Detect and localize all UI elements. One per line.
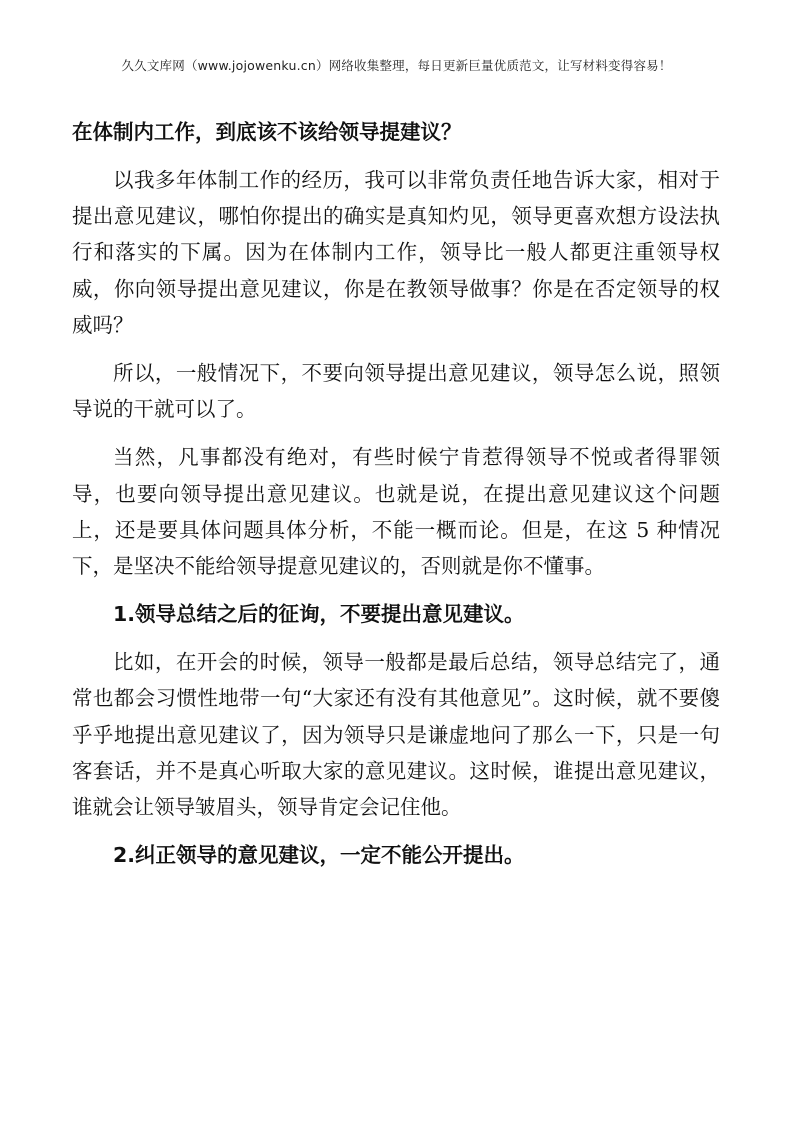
article-body (72, 114, 720, 885)
page-header: 久久文库网（www.jojowenku.cn）网络收集整理，每日更新巨量优质范文，让写材料变得容易！ (121, 58, 672, 73)
article-title: 在体制内工作，到底该不该给领导提建议？ (72, 120, 462, 144)
section-1-heading: 1.领导总结之后的征询，不要提出意见建议。 (113, 602, 525, 627)
paragraph-exceptions: 当然，凡事都没有绝对，有些时候宁肯惹得领导不悦或者得罪领导，也要向领导提出意见建议。也就是说，在提出意见建议这个问题上，还是要具体问题具体分析，不能一概而论。但是，在这 5 种情况下，是坚决不能给领导提意见建议的，否则就是你不懂事。 (72, 445, 720, 579)
section-2-heading: 2.纠正领导的意见建议，一定不能公开提出。 (113, 843, 525, 868)
paragraph-intro: 以我多年体制工作的经历，我可以非常负责任地告诉大家，相对于提出意见建议，哪怕你提出的确实是真知灼见，领导更喜欢想方设法执行和落实的下属。因为在体制内工作，领导比一般人都更注重领导权威，你向领导提出意见建议，你是在教领导做事？你是在否定领导的权威吗？ (72, 168, 720, 337)
section-1-paragraph: 比如，在开会的时候，领导一般都是最后总结，领导总结完了，通常也都会习惯性地带一句“大家还有没有其他意见”。这时候，就不要傻乎乎地提出意见建议了，因为领导只是谦虚地问了那么一下，只是一句客套话，并不是真心听取大家的意见建议。这时候，谁提出意见建议，谁就会让领导皱眉头，领导肯定会记住他。 (72, 650, 720, 820)
paragraph-advice: 所以，一般情况下，不要向领导提出意见建议，领导怎么说，照领导说的干就可以了。 (72, 361, 720, 422)
